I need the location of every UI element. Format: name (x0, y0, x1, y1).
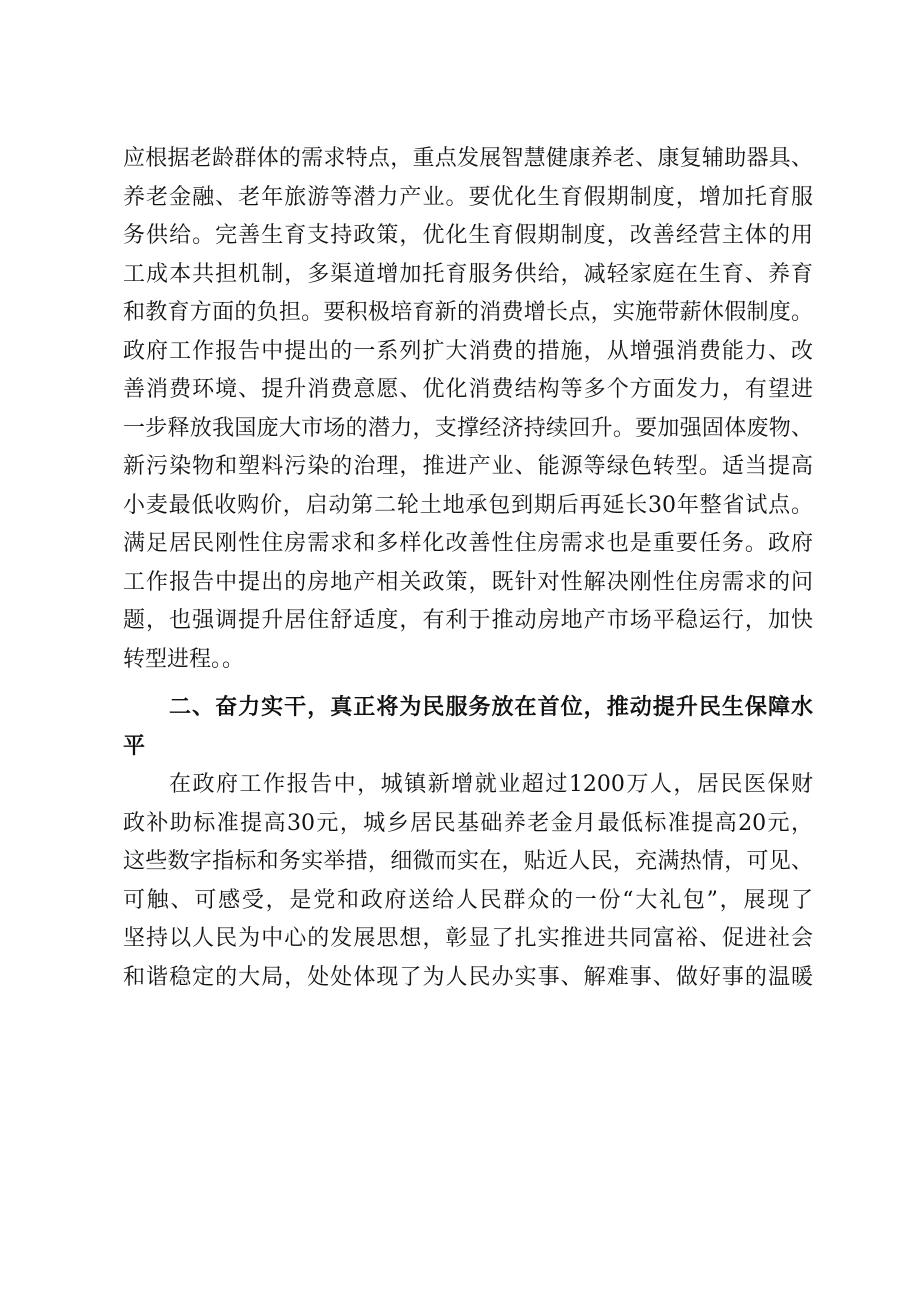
text-line: 应根据老龄群体的需求特点，重点发展智慧健康养老、康复辅助器具、 (123, 146, 813, 171)
text-line: 转型进程。。 (123, 646, 245, 672)
text-line: 坚持以人民为中心的发展思想，彰显了扎实推进共同富裕、促进社会 (123, 926, 813, 951)
document-body (123, 140, 813, 997)
text-line: 在政府工作报告中，城镇新增就业超过1200万人，居民医保财 (169, 772, 813, 797)
text-line: 政补助标准提高30元，城乡居民基础养老金月最低标准提高20元， (123, 810, 813, 836)
text-line: 工作报告中提出的房地产相关政策，既针对性解决刚性住房需求的问 (123, 569, 813, 595)
text-line: 养老金融、老年旅游等潜力产业。要优化生育假期制度，增加托育服 (123, 184, 813, 210)
paragraph-consumption-policy (123, 140, 813, 679)
text-line: 满足居民刚性住房需求和多样化改善性住房需求也是重要任务。政府 (123, 531, 813, 556)
section-heading (123, 689, 813, 766)
text-line: 小麦最低收购价，启动第二轮土地承包到期后再延长30年整省试点。 (123, 492, 813, 518)
text-line: 善消费环境、提升消费意愿、优化消费结构等多个方面发力，有望进 (123, 377, 813, 402)
paragraph-livelihood (123, 766, 813, 997)
heading-line: 二、奋力实干，真正将为民服务放在首位，推动提升民生保障水 (169, 695, 813, 720)
heading-line: 平 (123, 733, 146, 759)
text-line: 务供给。完善生育支持政策，优化生育假期制度，改善经营主体的用 (123, 223, 813, 248)
text-line: 新污染物和塑料污染的治理，推进产业、能源等绿色转型。适当提高 (123, 454, 813, 479)
text-line: 政府工作报告中提出的一系列扩大消费的措施，从增强消费能力、改 (123, 338, 813, 364)
text-line: 可触、可感受，是党和政府送给人民群众的一份“大礼包”，展现了 (123, 887, 813, 913)
text-line: 和谐稳定的大局，处处体现了为人民办实事、解难事、做好事的温暖 (123, 964, 813, 990)
text-line: 和教育方面的负担。要积极培育新的消费增长点，实施带薪休假制度。 (123, 300, 813, 325)
text-line: 一步释放我国庞大市场的潜力，支撑经济持续回升。要加强固体废物、 (123, 415, 813, 441)
text-line: 这些数字指标和务实举措，细微而实在，贴近人民，充满热情，可见、 (123, 849, 813, 874)
text-line: 题，也强调提升居住舒适度，有利于推动房地产市场平稳运行，加快 (123, 608, 813, 633)
text-line: 工成本共担机制，多渠道增加托育服务供给，减轻家庭在生育、养育 (123, 261, 813, 287)
